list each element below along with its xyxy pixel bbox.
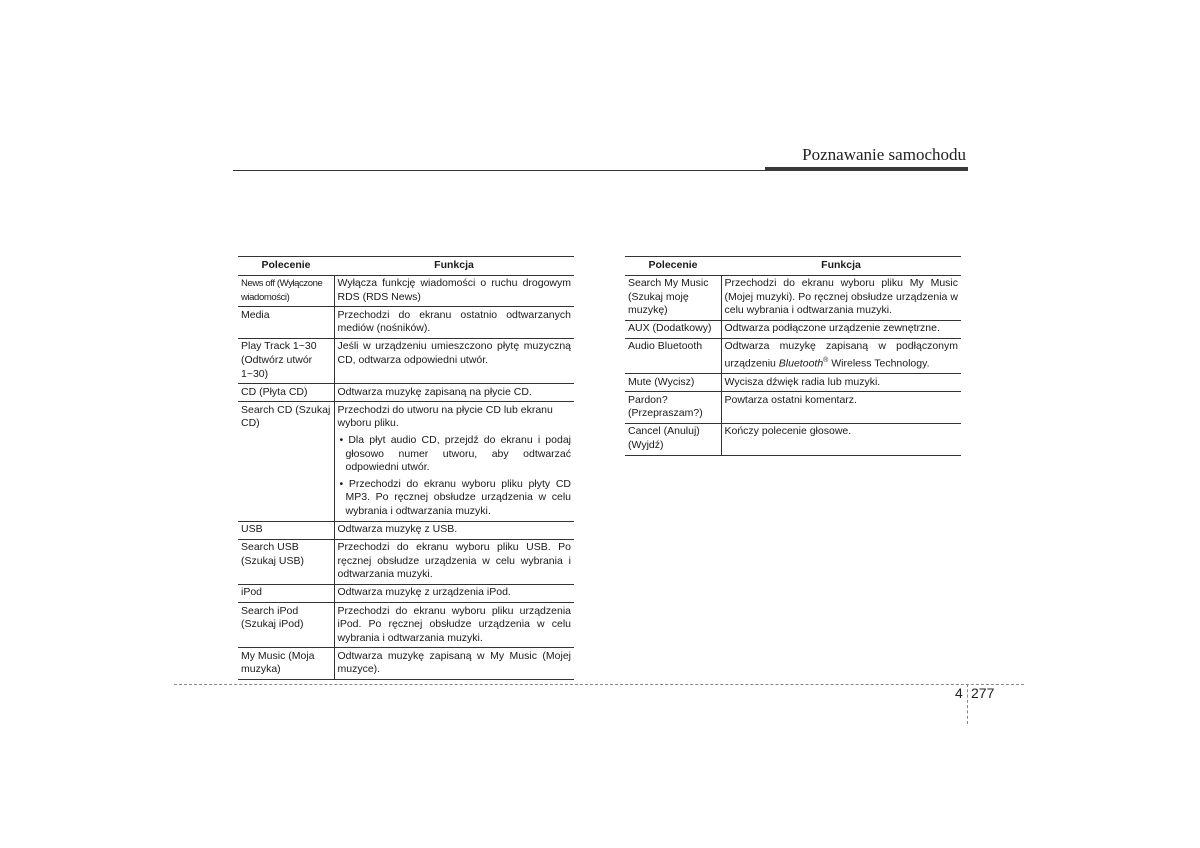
table-row <box>625 423 961 455</box>
function-cell: Wyłącza funkcję wiadomości o ruchu drogowym RDS (RDS News) <box>334 275 574 307</box>
voice-command-table-right <box>625 256 961 456</box>
function-cell: Odtwarza muzykę z USB. <box>334 521 574 539</box>
function-cell: Kończy polecenie głosowe. <box>721 423 961 455</box>
function-cell: Odtwarza muzykę zapisaną na płycie CD. <box>334 384 574 402</box>
voice-command-table-left <box>238 256 574 680</box>
header-rule <box>233 170 765 171</box>
function-text: Wireless Technology. <box>828 357 930 370</box>
table-row <box>238 402 574 521</box>
table-row <box>625 320 961 338</box>
table-row <box>238 539 574 584</box>
command-cell: My Music (Moja muzyka) <box>238 648 334 680</box>
page-number: 277 <box>971 685 995 701</box>
table-row <box>238 648 574 680</box>
command-cell: Cancel (Anuluj) (Wyjdź) <box>625 423 721 455</box>
command-cell: News off (Wyłączone wiadomości) <box>238 275 334 307</box>
column-header-command: Polecenie <box>238 257 334 276</box>
table-row <box>238 275 574 307</box>
table-header-row <box>625 257 961 276</box>
function-cell: Odtwarza muzykę zapisaną w My Music (Mojej muzyce). <box>334 648 574 680</box>
function-cell: Przechodzi do ekranu wyboru pliku USB. Po ręcznej obsłudze urządzenia w celu wybrania i odtwarzania muzyki. <box>334 539 574 584</box>
table-row <box>238 384 574 402</box>
command-cell: Search USB (Szukaj USB) <box>238 539 334 584</box>
command-cell: AUX (Dodatkowy) <box>625 320 721 338</box>
command-cell: Search My Music (Szukaj moję muzykę) <box>625 275 721 320</box>
bullet-item: • Dla płyt audio CD, przejdź do ekranu i podaj głosowo numer utworu, aby odtwarzać odpowiedni utwór. <box>338 434 572 475</box>
command-cell: USB <box>238 521 334 539</box>
bluetooth-brand-text: Bluetooth <box>778 357 824 370</box>
table-row <box>238 307 574 339</box>
command-cell: iPod <box>238 584 334 602</box>
table-row <box>625 374 961 392</box>
column-header-function: Funkcja <box>334 257 574 276</box>
command-cell: Audio Bluetooth <box>625 338 721 373</box>
command-cell: Pardon? (Przepraszam?) <box>625 392 721 424</box>
function-cell: Przechodzi do ekranu wyboru pliku urządzenia iPod. Po ręcznej obsłudze urządzenia w celu wybrania i odtwarzania muzyki. <box>334 603 574 648</box>
header-accent-bar <box>765 167 968 171</box>
function-cell: Przechodzi do ekranu wyboru pliku My Music (Mojej muzyki). Po ręcznej obsłudze urządzenia w celu wybrania i odtwarzania muzyki. <box>721 275 961 320</box>
page-header-title: Poznawanie samochodu <box>802 145 966 164</box>
table-row <box>625 338 961 373</box>
function-cell: Jeśli w urządzeniu umieszczono płytę muzyczną CD, odtwarza odpowiedni utwór. <box>334 338 574 383</box>
chapter-number: 4 <box>955 685 963 701</box>
function-cell <box>334 402 574 521</box>
function-cell: Wycisza dźwięk radia lub muzyki. <box>721 374 961 392</box>
column-header-command: Polecenie <box>625 257 721 276</box>
function-text: Odtwarza muzykę zapisaną w podłączonym urządzeniu <box>724 340 958 370</box>
function-cell: Przechodzi do ekranu ostatnio odtwarzanych mediów (nośników). <box>334 307 574 339</box>
footer-dotted-divider <box>967 684 968 724</box>
table-row <box>238 521 574 539</box>
command-cell: Search CD (Szukaj CD) <box>238 402 334 521</box>
table-header-row <box>238 257 574 276</box>
table-row <box>625 392 961 424</box>
footer-dotted-rule <box>174 684 1024 685</box>
column-header-function: Funkcja <box>721 257 961 276</box>
command-cell: Mute (Wycisz) <box>625 374 721 392</box>
table-row <box>625 275 961 320</box>
table-row <box>238 603 574 648</box>
function-cell: Powtarza ostatni komentarz. <box>721 392 961 424</box>
bullet-item: • Przechodzi do ekranu wyboru pliku płyty CD MP3. Po ręcznej obsłudze urządzenia w celu wybrania i odtwarzania muzyki. <box>338 478 572 519</box>
function-cell: Odtwarza podłączone urządzenie zewnętrzne. <box>721 320 961 338</box>
command-cell: Play Track 1~30 (Odtwórz utwór 1~30) <box>238 338 334 383</box>
function-text: Przechodzi do utworu na płycie CD lub ekranu wyboru pliku. <box>337 403 553 430</box>
registered-mark: ® <box>823 357 829 365</box>
table-row <box>238 338 574 383</box>
command-cell: Media <box>238 307 334 339</box>
table-row <box>238 584 574 602</box>
command-cell: CD (Płyta CD) <box>238 384 334 402</box>
command-cell: Search iPod (Szukaj iPod) <box>238 603 334 648</box>
function-cell <box>721 338 961 373</box>
function-cell: Odtwarza muzykę z urządzenia iPod. <box>334 584 574 602</box>
